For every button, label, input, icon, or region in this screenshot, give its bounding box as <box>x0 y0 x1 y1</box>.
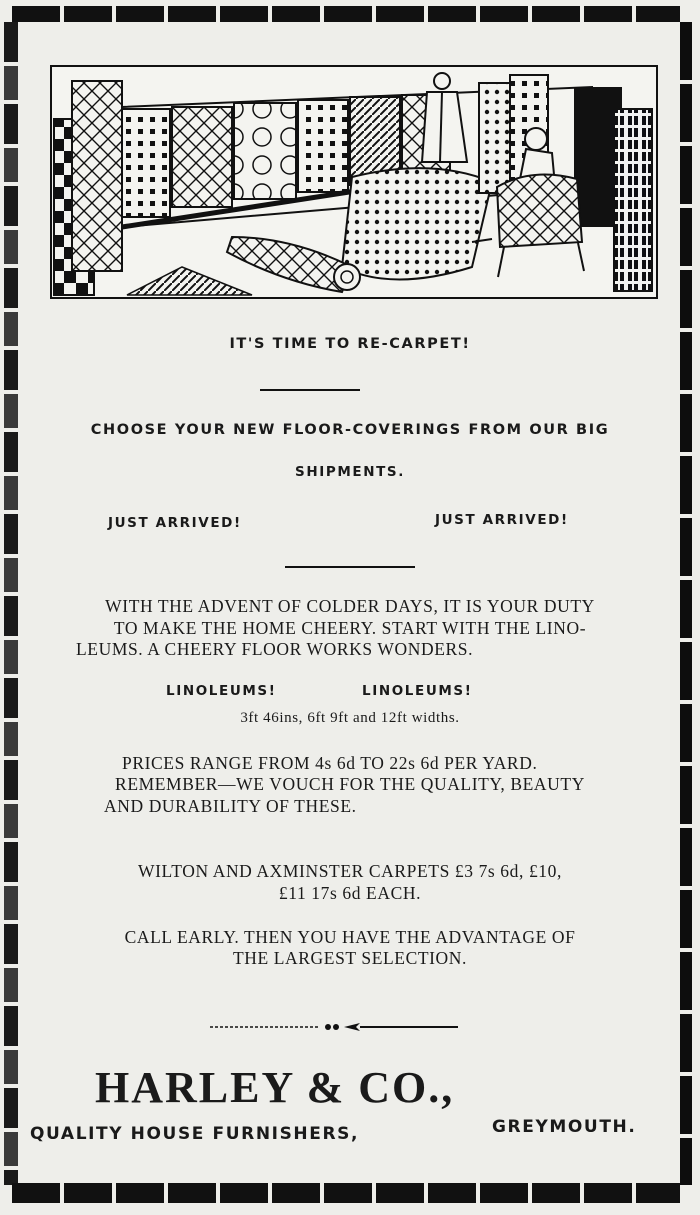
advent-line-1: WITH THE ADVENT OF COLDER DAYS, IT IS YOUR DUTY <box>105 596 595 616</box>
company-location: GREYMOUTH. <box>492 1117 637 1137</box>
linoleums-heading-right: LINOLEUMS! <box>362 683 473 699</box>
company-tagline: QUALITY HOUSE FURNISHERS, <box>30 1124 360 1144</box>
linoleums-heading-left: LINOLEUMS! <box>166 683 277 699</box>
headline: IT'S TIME TO RE-CARPET! <box>229 336 471 352</box>
just-arrived-right: JUST ARRIVED! <box>435 512 569 528</box>
carpets-line-1: WILTON AND AXMINSTER CARPETS £3 7s 6d, £10, <box>138 861 562 881</box>
linoleum-widths: 3ft 46ins, 6ft 9ft and 12ft widths. <box>240 710 460 726</box>
prices-line-1: PRICES RANGE FROM 4s 6d TO 22s 6d PER YARD. <box>122 753 538 773</box>
advent-line-3: LEUMS. A CHEERY FLOOR WORKS WONDERS. <box>76 639 474 659</box>
decorative-border-bottom <box>12 1183 680 1203</box>
carpets-line-2: £11 17s 6d EACH. <box>278 883 422 903</box>
call-early-line-2: THE LARGEST SELECTION. <box>232 948 468 968</box>
prices-line-2: REMEMBER—WE VOUCH FOR THE QUALITY, BEAUTY <box>115 774 585 794</box>
call-early-line-1: CALL EARLY. THEN YOU HAVE THE ADVANTAGE OF <box>124 927 576 947</box>
ornament-divider <box>210 1018 458 1030</box>
company-name: HARLEY & CO., <box>95 1063 455 1112</box>
just-arrived-left: JUST ARRIVED! <box>108 515 242 531</box>
prices-line-3: AND DURABILITY OF THESE. <box>104 796 357 816</box>
showroom-illustration <box>50 65 658 299</box>
divider-rule <box>285 566 415 568</box>
decorative-border-top <box>12 6 680 22</box>
divider-rule <box>260 389 360 391</box>
advent-line-2: TO MAKE THE HOME CHEERY. START WITH THE LINO- <box>113 618 587 638</box>
intro-line-2: SHIPMENTS. <box>295 464 405 480</box>
intro-line-1: CHOOSE YOUR NEW FLOOR-COVERINGS FROM OUR BIG <box>90 422 610 438</box>
